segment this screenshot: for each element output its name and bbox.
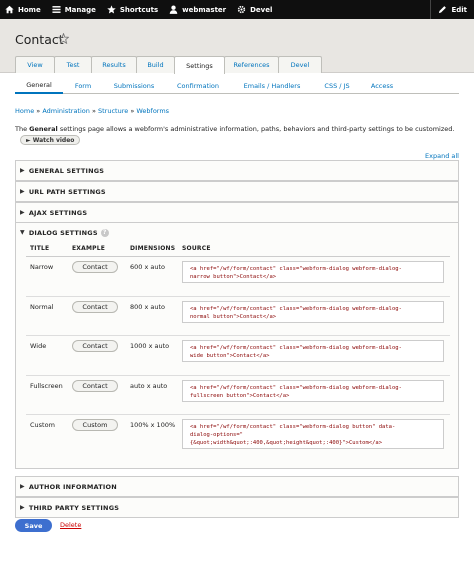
source-code-box[interactable]: <a href="/wf/form/contact" class="webform-dialog webform-dialog- wide button">Contact</a> — [182, 340, 444, 362]
table-row — [26, 297, 450, 336]
general-settings-section — [15, 160, 459, 181]
breadcrumb: Home » Administration » Structure » Webforms — [15, 107, 170, 115]
toolbar-shortcuts-label: Shortcuts — [119, 5, 159, 14]
star-icon — [107, 5, 116, 14]
tab-build[interactable]: Build — [136, 56, 175, 73]
subtab-access[interactable]: Access — [370, 81, 394, 90]
subtab-general[interactable]: General — [15, 77, 63, 94]
source-code-box[interactable]: <a href="/wf/form/contact" class="webform-dialog webform-dialog- normal button">Contact</a> — [182, 301, 444, 323]
header-example: EXAMPLE — [72, 245, 106, 252]
tab-devel[interactable]: Devel — [278, 56, 322, 73]
toolbar-user-label: webmaster — [182, 5, 227, 14]
tab-view[interactable]: View — [15, 56, 55, 73]
contact-button[interactable]: Contact — [72, 380, 118, 392]
third-party-settings-summary[interactable]: ▶ THIRD PARTY SETTINGS — [20, 503, 120, 512]
menu-icon — [52, 5, 61, 14]
contact-button[interactable]: Contact — [72, 261, 118, 273]
ajax-settings-summary[interactable]: ▶ AJAX SETTINGS — [20, 208, 88, 217]
table-row — [26, 257, 450, 297]
page-header — [0, 19, 474, 73]
breadcrumb-administration[interactable]: Administration — [42, 107, 90, 115]
tab-test[interactable]: Test — [54, 56, 92, 73]
page-description: The General settings page allows a webform's administrative information, paths, behaviors and third-party settings to be customized. — [15, 125, 455, 133]
toolbar-devel-label: Devel — [250, 5, 273, 14]
url-path-settings-section — [15, 181, 459, 202]
tab-results[interactable]: Results — [91, 56, 137, 73]
triangle-down-icon: ▼ — [20, 229, 25, 236]
subtab-confirmation[interactable]: Confirmation — [176, 81, 220, 90]
save-button[interactable]: Save — [15, 519, 52, 532]
table-header — [26, 242, 450, 257]
toolbar-devel[interactable] — [232, 0, 278, 19]
triangle-right-icon: ▶ — [20, 504, 25, 511]
breadcrumb-home[interactable]: Home — [15, 107, 35, 115]
primary-tabs — [15, 56, 321, 73]
watch-video-button[interactable]: ► Watch video — [20, 135, 80, 145]
row-title: Custom — [30, 421, 55, 429]
row-title: Fullscreen — [30, 382, 63, 390]
help-icon[interactable]: ? — [101, 229, 109, 237]
star-outline-icon[interactable] — [58, 33, 69, 44]
triangle-right-icon: ▶ — [20, 483, 25, 490]
table-row — [26, 415, 450, 458]
row-dimensions: 100% x 100% — [130, 421, 176, 429]
general-settings-summary[interactable]: ▶ GENERAL SETTINGS — [20, 166, 105, 175]
contact-button[interactable]: Contact — [72, 301, 118, 313]
secondary-tabs — [15, 77, 459, 94]
row-dimensions: auto x auto — [130, 382, 168, 390]
subtab-submissions[interactable]: Submissions — [113, 81, 155, 90]
gear-icon — [237, 5, 246, 14]
triangle-right-icon: ▶ — [20, 167, 25, 174]
row-title: Narrow — [30, 263, 54, 271]
toolbar-user[interactable] — [164, 0, 232, 19]
expand-all-link[interactable]: Expand all — [425, 152, 459, 160]
url-path-settings-summary[interactable]: ▶ URL PATH SETTINGS — [20, 187, 106, 196]
toolbar-manage[interactable] — [47, 0, 102, 19]
dialog-settings-summary[interactable]: ▼ DIALOG SETTINGS ? — [16, 223, 458, 242]
table-row — [26, 376, 450, 415]
subtab-emails-handlers[interactable]: Emails / Handlers — [243, 81, 301, 90]
header-source: SOURCE — [182, 245, 211, 252]
page-title: Contact — [15, 32, 64, 47]
user-icon — [169, 5, 178, 14]
author-information-summary[interactable]: ▶ AUTHOR INFORMATION — [20, 482, 117, 491]
table-row — [26, 336, 450, 376]
triangle-right-icon: ▶ — [20, 209, 25, 216]
row-title: Normal — [30, 303, 54, 311]
contact-button[interactable]: Contact — [72, 340, 118, 352]
source-code-box[interactable]: <a href="/wf/form/contact" class="webform-dialog webform-dialog- narrow button">Contact</a> — [182, 261, 444, 283]
delete-link[interactable]: Delete — [60, 521, 82, 529]
toolbar-edit[interactable] — [430, 0, 474, 19]
breadcrumb-webforms[interactable]: Webforms — [136, 107, 170, 115]
row-dimensions: 800 x auto — [130, 303, 166, 311]
toolbar-edit-label: Edit — [451, 5, 467, 14]
admin-toolbar — [0, 0, 474, 19]
source-code-box[interactable]: <a href="/wf/form/contact" class="webform-dialog button" data- dialog-options=" {&quot;width&quot;:400,&quot;height&quot;:400}">Custom</a> — [182, 419, 444, 449]
ajax-settings-section — [15, 202, 459, 223]
row-dimensions: 1000 x auto — [130, 342, 170, 350]
author-information-section — [15, 476, 459, 497]
pencil-icon — [438, 5, 447, 14]
header-dimensions: DIMENSIONS — [130, 245, 176, 252]
subtab-css-js[interactable]: CSS / JS — [324, 81, 350, 90]
tab-references[interactable]: References — [224, 56, 279, 73]
row-dimensions: 600 x auto — [130, 263, 166, 271]
row-title: Wide — [30, 342, 47, 350]
description-bold: General — [29, 125, 58, 133]
tab-settings[interactable]: Settings — [174, 56, 225, 74]
third-party-settings-section — [15, 497, 459, 518]
home-icon — [5, 5, 14, 14]
header-title: TITLE — [30, 245, 50, 252]
subtab-form[interactable]: Form — [74, 81, 92, 90]
custom-button[interactable]: Custom — [72, 419, 118, 431]
toolbar-home[interactable] — [0, 0, 47, 19]
toolbar-manage-label: Manage — [64, 5, 96, 14]
source-code-box[interactable]: <a href="/wf/form/contact" class="webform-dialog webform-dialog- fullscreen button">Contact</a> — [182, 380, 444, 402]
toolbar-shortcuts[interactable] — [102, 0, 164, 19]
toolbar-home-label: Home — [18, 5, 41, 14]
breadcrumb-structure[interactable]: Structure — [98, 107, 129, 115]
triangle-right-icon: ▶ — [20, 188, 25, 195]
